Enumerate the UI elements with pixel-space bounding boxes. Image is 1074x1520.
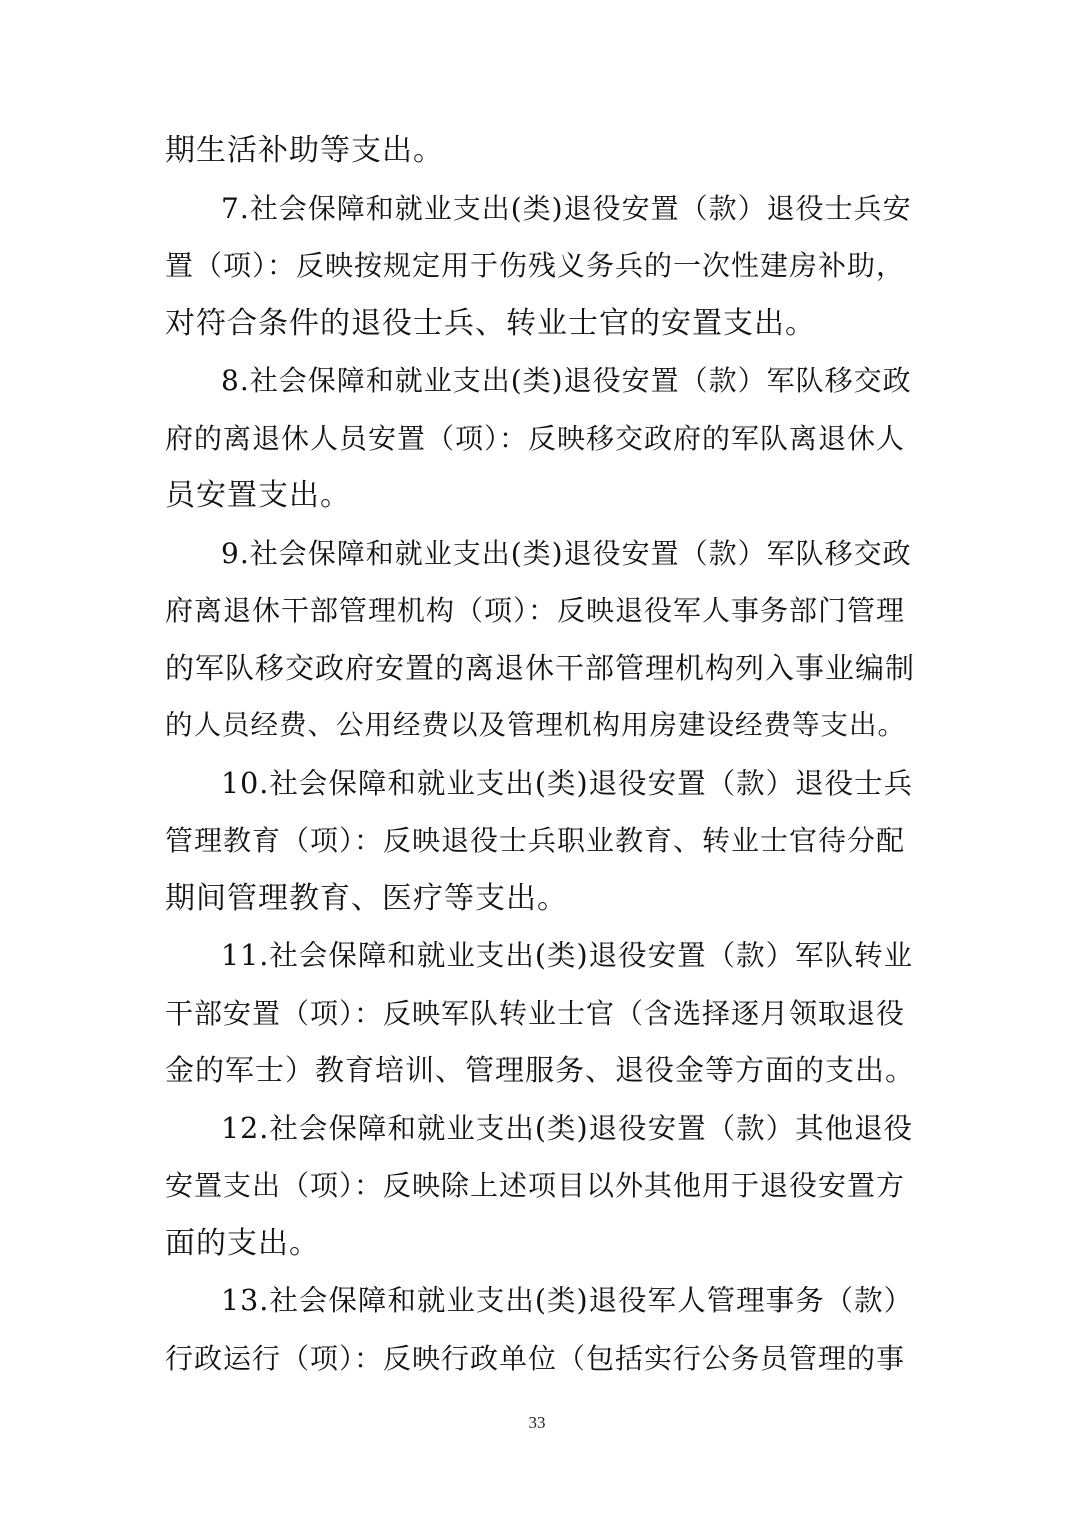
text-line: 府的离退休人员安置（项）：反映移交政府的军队离退休人 [165,421,906,455]
text-line: 行政运行（项）：反映行政单位（包括实行公务员管理的事 [165,1341,906,1375]
text-line: 安置支出（项）：反映除上述项目以外其他用于退役安置方 [165,1169,906,1202]
text-line: 管理教育（项）：反映退役士兵职业教育、转业士官待分配 [165,824,906,857]
text-line: 金的军士）教育培训、管理服务、退役金等方面的支出。 [165,1053,916,1087]
page-number: 33 [528,1413,546,1432]
text-line: 期生活补助等支出。 [165,133,444,168]
text-line: 10.社会保障和就业支出(类)退役安置（款）退役士兵 [221,766,914,800]
text-line: 的人员经费、公用经费以及管理机构用房建设经费等支出。 [165,709,906,741]
text-line: 13.社会保障和就业支出(类)退役军人管理事务（款） [221,1284,914,1317]
text-line: 对符合条件的退役士兵、转业士官的安置支出。 [165,305,816,341]
text-line: 8.社会保障和就业支出(类)退役安置（款）军队移交政 [221,364,912,397]
text-line: 干部安置（项）：反映军队转业士官（含选择逐月领取退役 [165,996,906,1030]
text-line: 期间管理教育、医疗等支出。 [165,880,568,916]
text-line: 员安置支出。 [165,478,351,513]
body-text [165,122,915,1387]
text-line: 12.社会保障和就业支出(类)退役安置（款）其他退役 [221,1111,914,1145]
text-line: 的军队移交政府安置的离退休干部管理机构列入事业编制 [165,650,916,685]
text-line: 府离退休干部管理机构（项）：反映退役军人事务部门管理 [165,594,906,627]
text-line: 置（项）：反映按规定用于伤残义务兵的一次性建房补助， [165,249,906,282]
text-line: 9.社会保障和就业支出(类)退役安置（款）军队移交政 [221,536,912,570]
text-line: 面的支出。 [165,1225,320,1261]
text-line: 7.社会保障和就业支出(类)退役安置（款）退役士兵安 [221,191,912,225]
text-line: 11.社会保障和就业支出(类)退役安置（款）军队转业 [221,939,914,972]
